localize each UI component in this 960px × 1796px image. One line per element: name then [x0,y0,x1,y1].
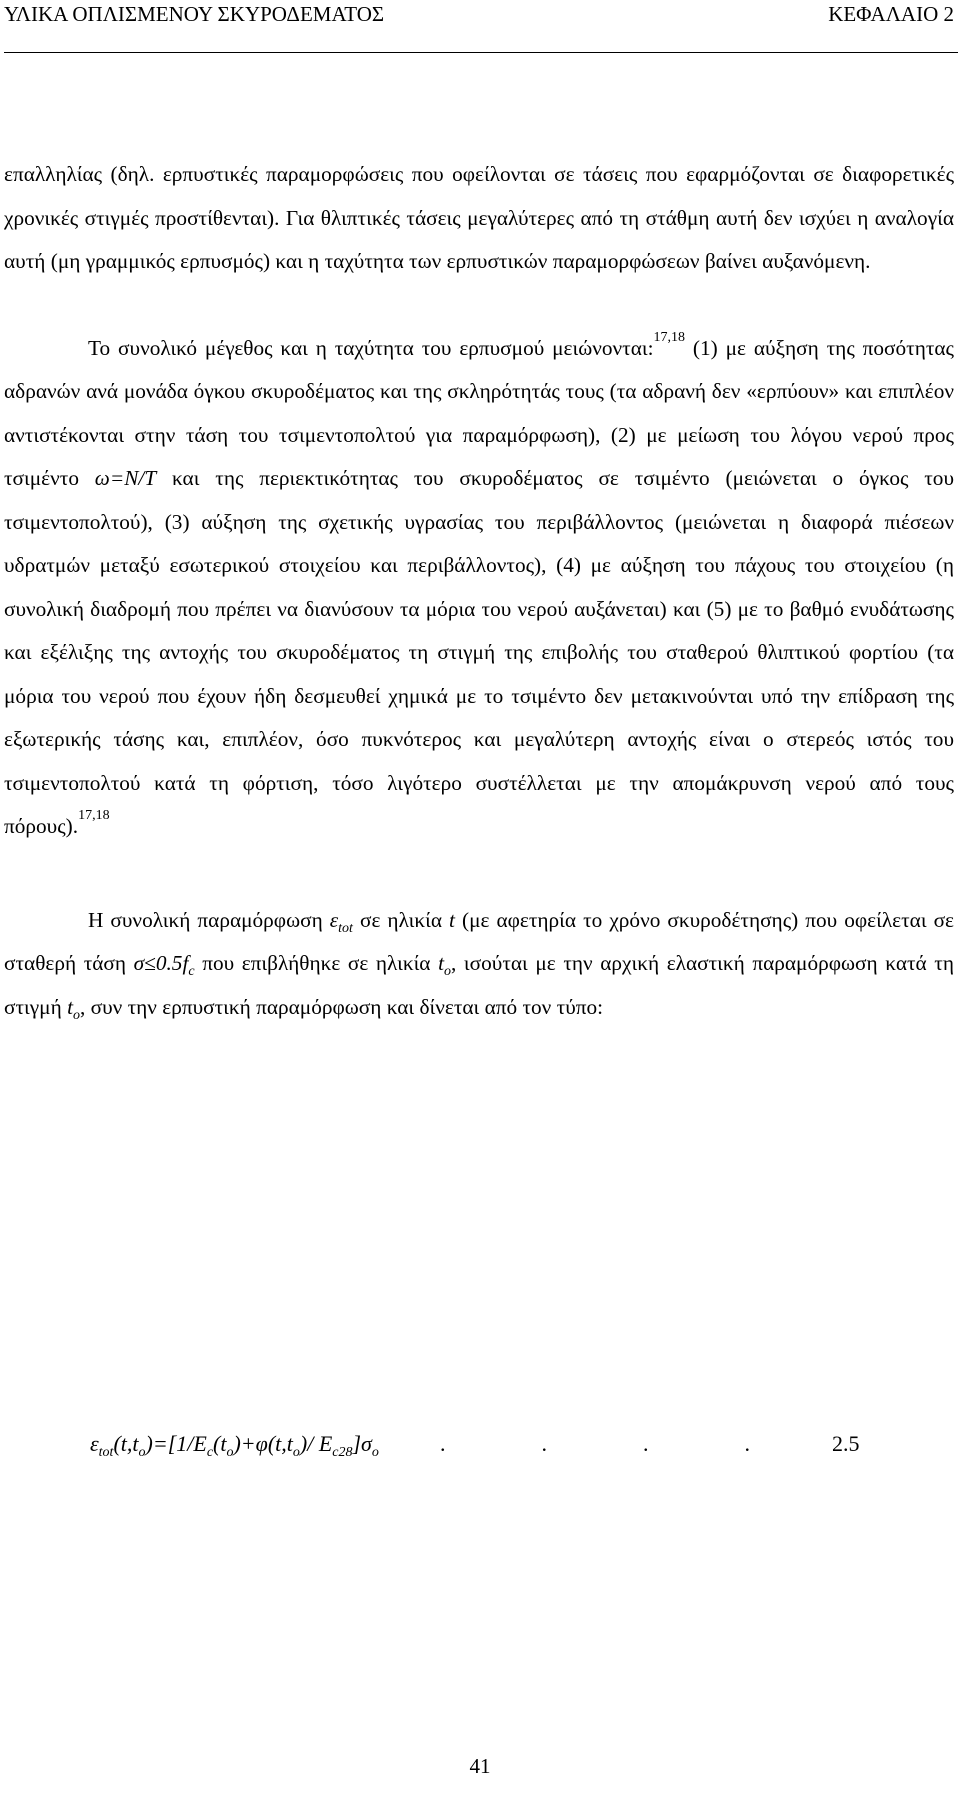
header-chapter-number: ΚΕΦΑΛΑΙΟ 2 [828,2,954,26]
paragraph-total-strain [4,899,954,1030]
equation-part: (t,t [113,1431,139,1456]
paragraph-text: (με αφετηρία το χρόνο σκυροδέτησης) που οφείλεται σε σταθερή τάση [4,907,955,975]
math-subscript: o [72,1007,80,1023]
paragraph-text: , συν την ερπυστική παραμόρφωση και δίνεται από τον τύπο: [79,994,604,1019]
math-symbol: t [449,907,455,932]
paragraph-text: Το συνολικό μέγεθος και η ταχύτητα του ερπυσμού μειώνονται: [88,335,654,360]
equation-part: ε [90,1431,99,1456]
equation-body [90,1431,379,1460]
paragraph-text: σε ηλικία [352,907,450,932]
paragraph-creep-factors [4,327,954,849]
equation-total-strain [90,1422,870,1466]
paragraph-text: (1) με αύξηση της ποσότητας αδρανών ανά μονάδα όγκου σκυροδέματος και της σκληρότητάς τους (τα αδρανή δεν «ερπύουν» και επιπλέον αντιστέκονται στην τάση του τσιμεντοπολτού για παραμόρφωση), (2) με μείωση του λόγου νερού προς τσιμέντο [4,335,954,490]
paragraph-spacer [4,284,954,327]
paragraph-text: , ισούται με την αρχική ελαστική παραμόρφωση κατά τη στιγμή [4,951,954,1019]
math-symbol: t [67,994,73,1019]
equation-subscript: o [138,1445,146,1460]
citation-reference: 17,18 [653,329,686,345]
paragraph-text: που επιβλήθηκε σε ηλικία [194,951,439,975]
citation-reference: 17,18 [78,808,110,823]
equation-part: )+φ(t,t [233,1431,293,1456]
equation-subscript: o [292,1445,300,1460]
equation-part: )=[1/E [145,1431,207,1456]
paragraph-continuation: επαλληλίας (δηλ. ερπυστικές παραμορφώσεις που οφείλονται σε τάσεις που εφαρμόζονται σε διαφορετικές χρονικές στιγμές προστίθενται). Για θλιπτικές τάσεις μεγαλύτερες από τη στάθμη αυτή δεν ισχύει η αναλογία αυτή (μη γραμμικός ερπυσμός) και η ταχύτητα των ερπυστικών παραμορφώσεων βαίνει αυξανόμενη. [4,162,954,273]
header-divider [4,52,958,53]
page-header [4,0,954,36]
leader-dot: . [440,1431,446,1456]
math-subscript: c [188,964,195,979]
header-chapter-title: ΥΛΙΚΑ ΟΠΛΙΣΜΕΝΟΥ ΣΚΥΡΟΔΕΜΑΤΟΣ [4,2,385,26]
math-subscript: o [444,964,451,979]
equation-part: ]σ [352,1431,372,1456]
equation-subscript: c [206,1445,214,1460]
math-subscript: tot [338,920,353,936]
equation-subscript: o [371,1445,379,1460]
math-symbol: ε [329,907,339,932]
water-cement-ratio-symbol: ω=Ν/Τ [94,466,157,490]
stress-condition: σ≤0.5f [133,951,189,975]
paragraph-text: και της περιεκτικότητας του σκυροδέματος σε τσιμέντο (μειώνεται ο όγκος του τσιμεντοπολτού), (3) αύξηση της σχετικής υγρασίας του περιβάλλοντος (μειώνεται η διαφορά πιέσεων υδρατμών μεταξύ εσωτερικού στοιχείου και περιβάλλοντος), (4) με αύξηση του πάχους του στοιχείου (η συνολική διαδρομή που πρέπει να διανύσουν τα μόρια του νερού αυξάνεται) και (5) με το βαθμό ενυδάτωσης και εξέλιξης της αντοχής του σκυροδέματος τη στιγμή της επιβολής του σταθερού θλιπτικού φορτίου (τα μόρια του νερού που έχουν ήδη δεσμευθεί χημικά με το τσιμέντο δεν μετακινούνται υπό την επίδραση της εξωτερικής τάσης και, επιπλέον, όσο πυκνότερος και μεγαλύτερη αντοχής είναι ο στερεός ιστός του τσιμεντοπολτού κατά τη φόρτιση, τόσο λιγότερο συστέλλεται με την απομάκρυνση νερού από τους πόρους). [4,466,954,838]
equation-subscript: o [226,1445,234,1460]
leader-dot: . [643,1431,649,1456]
equation-part: (t [213,1431,227,1456]
leader-dot: . [744,1431,750,1456]
equation-part: )/ E [299,1431,333,1456]
equation-subscript: c28 [332,1445,353,1460]
math-symbol: t [438,951,444,975]
paragraph-text: Η συνολική παραμόρφωση [88,907,330,932]
equation-leader-dots [440,1422,750,1466]
leader-dot: . [541,1431,547,1456]
equation-subscript: tot [98,1445,114,1460]
equation-number: 2.5 [832,1431,860,1456]
paragraph-spacer [4,849,954,899]
page-number: 41 [469,1754,491,1778]
body-text [4,153,954,1029]
